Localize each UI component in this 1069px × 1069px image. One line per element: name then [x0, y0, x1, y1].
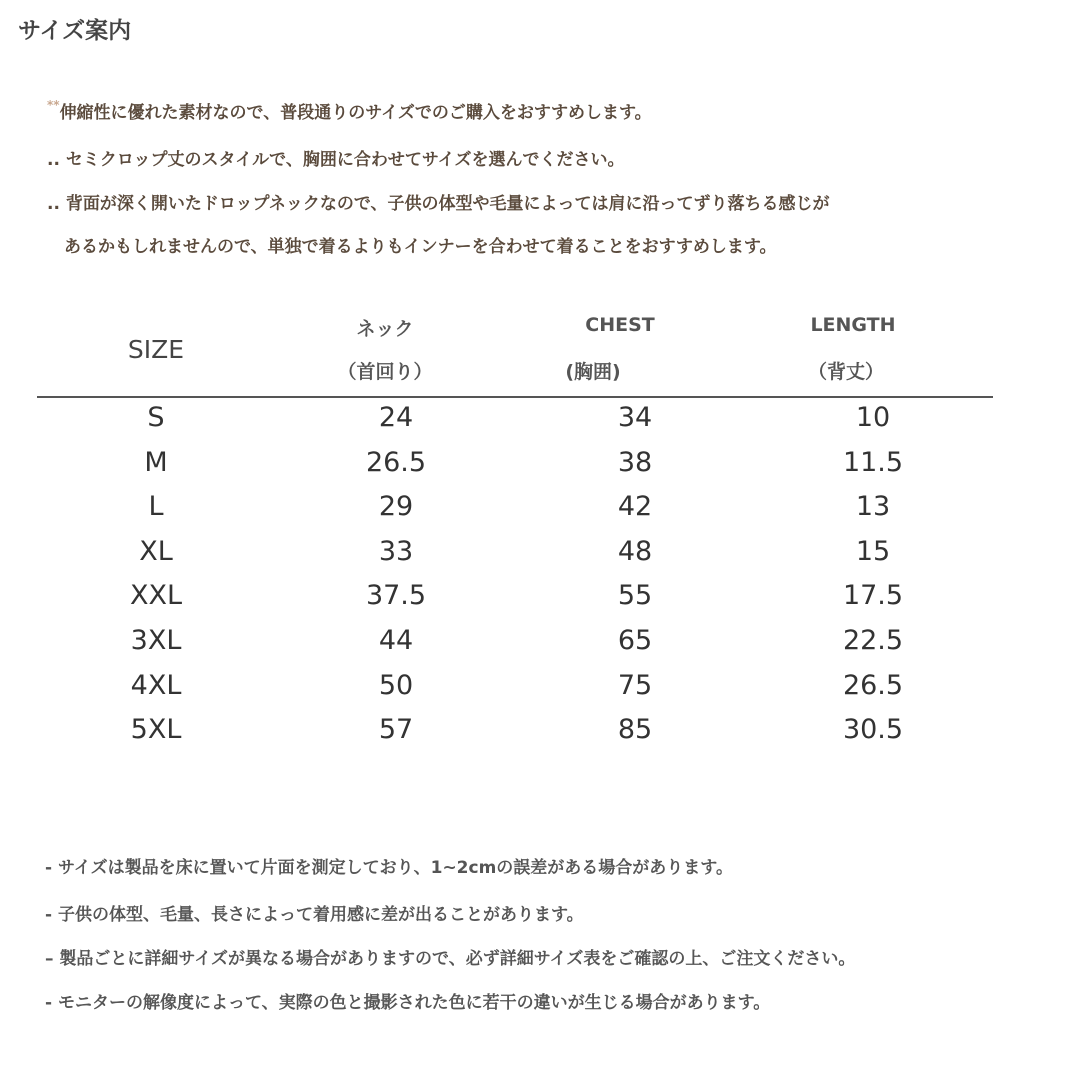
cell-neck: 37.5 [365, 580, 427, 612]
note-line [47, 98, 652, 123]
cell-length: 10 [855, 402, 891, 433]
note-mark: .. [47, 150, 60, 170]
cell-size: S [147, 402, 165, 433]
cell-neck: 57 [378, 714, 414, 746]
note-text: 伸縮性に優れた素材なので、普段通りのサイズでのご購入をおすすめします。 [59, 103, 652, 123]
cell-chest: 42 [617, 491, 653, 523]
cell-length: 11.5 [842, 446, 904, 478]
header-size: SIZE [127, 335, 185, 364]
note-text: あるかもしれませんので、単独で着るよりもインナーを合わせて着ることをおすすめします。 [64, 237, 777, 257]
cell-neck: 44 [378, 625, 414, 656]
cell-neck: 26.5 [365, 446, 427, 478]
cell-length: 30.5 [842, 714, 904, 746]
cell-length: 26.5 [842, 669, 904, 701]
note-line [47, 145, 624, 170]
cell-size: L [148, 491, 164, 523]
cell-chest: 38 [617, 446, 653, 478]
header-length-sub: （背丈） [807, 361, 884, 383]
note-mark: .. [47, 194, 60, 214]
footnote: – 製品ごとに詳細サイズが異なる場合がありますので、必ず詳細サイズ表をご確認の上、ご注文ください。 [45, 949, 856, 969]
note-mark: ** [47, 98, 60, 112]
cell-length: 13 [855, 491, 891, 523]
cell-size: XL [139, 535, 173, 567]
cell-neck: 29 [378, 491, 414, 523]
header-chest-sub: (胸囲) [565, 361, 621, 383]
note-line [64, 232, 776, 257]
note-text: セミクロップ丈のスタイルで、胸囲に合わせてサイズを選んでください。 [59, 150, 625, 170]
cell-neck: 24 [378, 402, 414, 433]
cell-size: 3XL [130, 625, 182, 656]
page-title: サイズ案内 [18, 18, 132, 44]
cell-chest: 65 [617, 625, 653, 656]
cell-size: M [144, 446, 168, 478]
cell-chest: 48 [617, 535, 653, 567]
cell-length: 17.5 [842, 580, 904, 612]
cell-size: XXL [129, 580, 183, 612]
cell-length: 15 [855, 535, 891, 567]
cell-chest: 85 [617, 714, 653, 746]
cell-size: 5XL [130, 714, 182, 746]
cell-neck: 33 [378, 535, 414, 567]
header-chest: CHEST [585, 314, 655, 336]
cell-neck: 50 [378, 669, 414, 701]
note-line [47, 189, 829, 214]
header-neck-sub: （首回り） [337, 361, 433, 383]
header-neck: ネック [356, 318, 414, 340]
footnote: - サイズは製品を床に置いて片面を測定しており、1~2cmの誤差がある場合があります。 [45, 858, 733, 878]
cell-size: 4XL [130, 669, 182, 701]
cell-chest: 55 [617, 580, 653, 612]
note-text: 背面が深く開いたドロップネックなので、子供の体型や毛量によっては肩に沿ってずり落ちる感じが [59, 194, 830, 214]
footnote: - 子供の体型、毛量、長さによって着用感に差が出ることがあります。 [45, 905, 584, 925]
cell-chest: 34 [617, 402, 653, 433]
header-length: LENGTH [810, 314, 896, 336]
footnote: - モニターの解像度によって、実際の色と撮影された色に若干の違いが生じる場合があります。 [45, 993, 771, 1013]
cell-chest: 75 [617, 669, 653, 701]
cell-length: 22.5 [842, 625, 904, 656]
